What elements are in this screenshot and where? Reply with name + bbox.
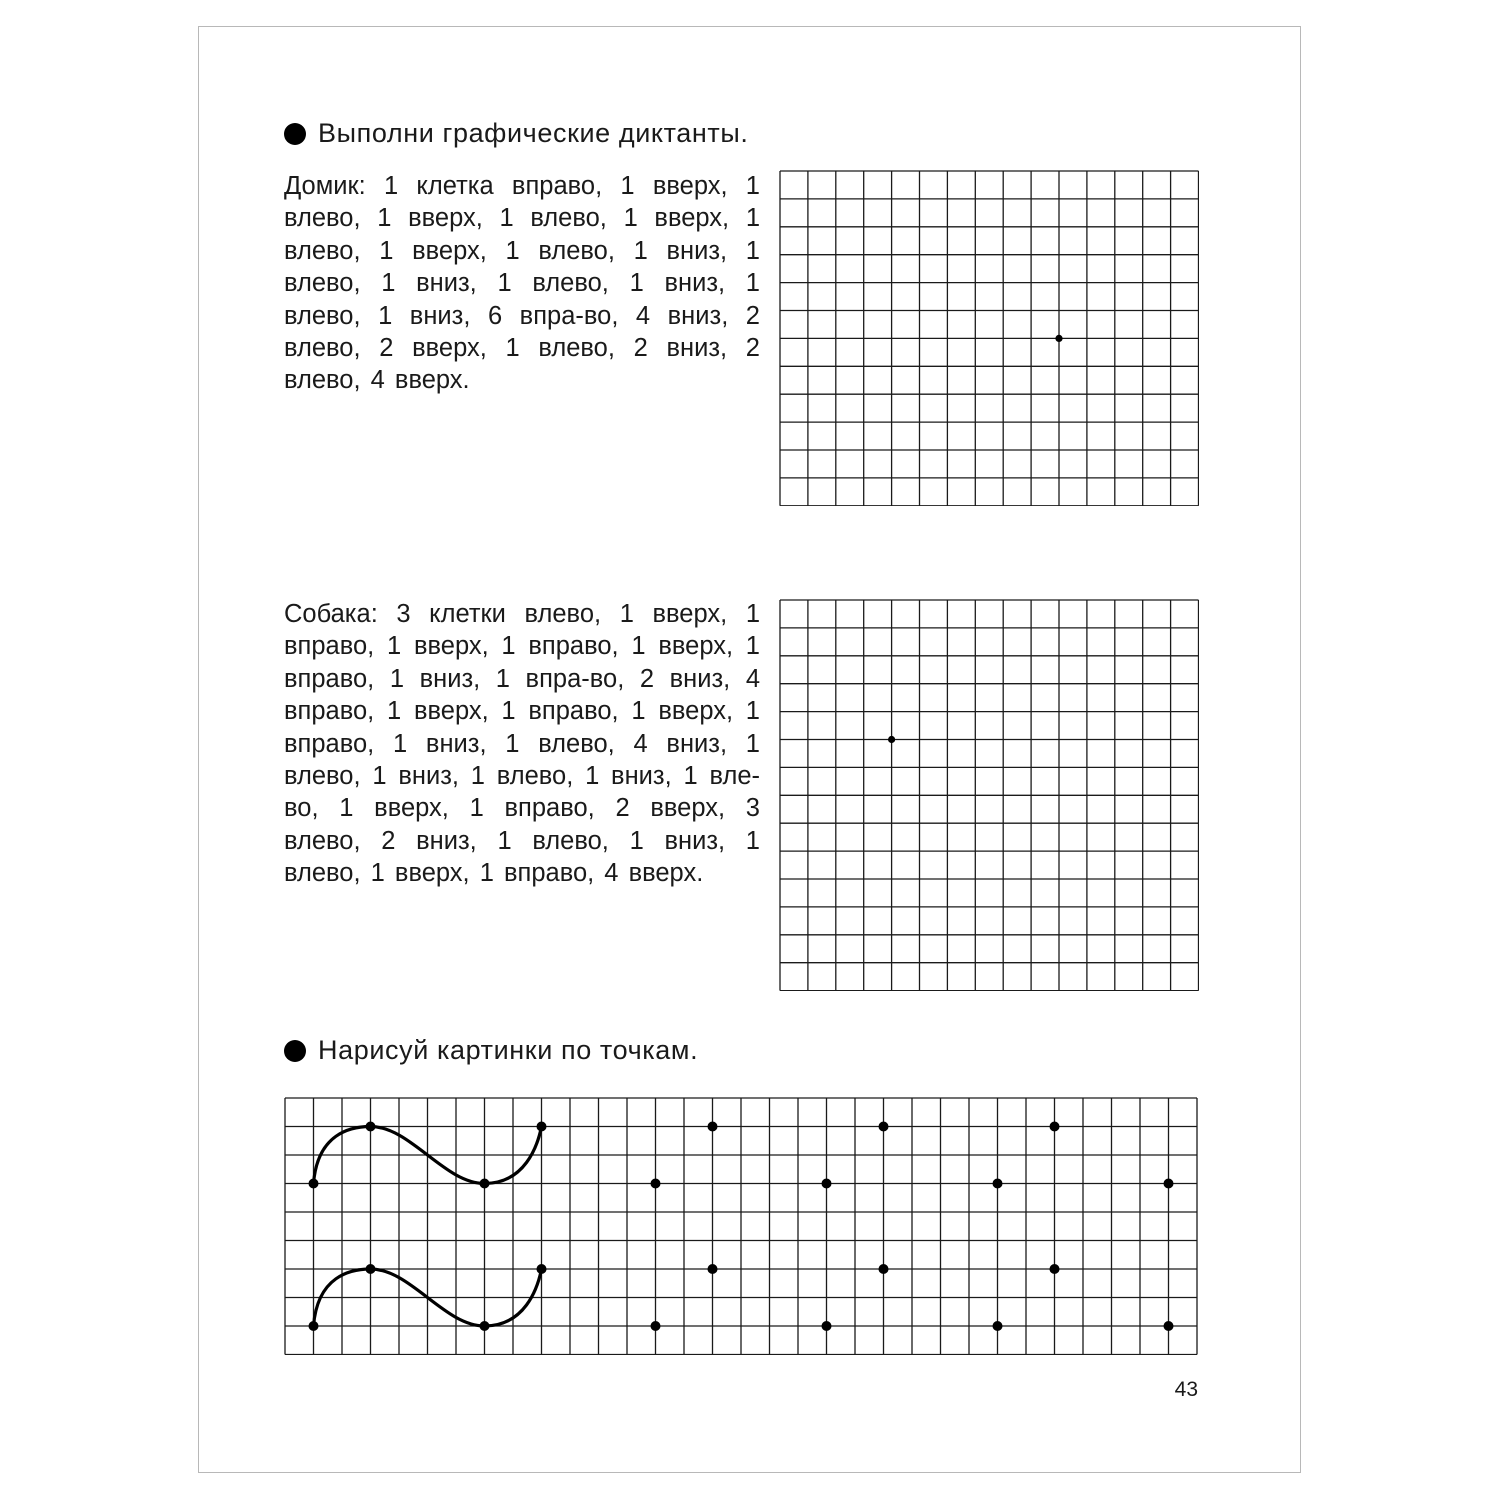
dot-grid-canvas[interactable]	[284, 1097, 1199, 1355]
connect-dot[interactable]	[822, 1179, 832, 1189]
dot-grid[interactable]	[284, 1097, 1199, 1360]
grid-dog-canvas[interactable]	[779, 599, 1199, 991]
bullet-icon	[284, 1040, 306, 1062]
connect-dot[interactable]	[1164, 1321, 1174, 1331]
connect-dot[interactable]	[1164, 1179, 1174, 1189]
connect-dot[interactable]	[651, 1321, 661, 1331]
connect-dot[interactable]	[1050, 1264, 1060, 1274]
grid-lines	[285, 1098, 1197, 1355]
dictation-house-text: Домик: 1 клетка вправо, 1 вверх, 1 влево, 1 вверх, 1 влево, 1 вверх, 1 влево, 1 вверх, 1 влево, 1 вниз, 1 влево, 1 вниз, 1 влево, 1 вниз, 1 влево, 1 вниз, 6 впра-во, 4 вниз, 2 влево, 2 вверх, 1 влево, 2 вниз, 2 влево, 4 вверх.	[284, 172, 760, 395]
start-point-dot[interactable]	[1055, 335, 1062, 342]
connect-dot[interactable]	[708, 1122, 718, 1132]
task-heading-dots	[284, 1035, 698, 1066]
connect-dot[interactable]	[879, 1264, 889, 1274]
dictation-dog-text: Собака: 3 клетки влево, 1 вверх, 1 вправо, 1 вверх, 1 вправо, 1 вверх, 1 вправо, 1 вниз, 1 впра-во, 2 вниз, 4 вправо, 1 вверх, 1 вправо, 1 вверх, 1 вправо, 1 вниз, 1 влево, 4 вниз, 1 влево, 1 вниз, 1 влево, 1 вниз, 1 вле-во, 1 вверх, 1 вправо, 2 вверх, 3 влево, 2 вниз, 1 влево, 1 вниз, 1 влево, 1 вверх, 1 вправо, 4 вверх.	[284, 600, 760, 888]
grid-lines	[780, 600, 1199, 991]
bullet-icon	[284, 123, 306, 145]
connect-dot[interactable]	[822, 1321, 832, 1331]
connect-dot[interactable]	[993, 1321, 1003, 1331]
connect-dot[interactable]	[309, 1179, 319, 1189]
connect-dot[interactable]	[309, 1321, 319, 1331]
page-number: 43	[1174, 1378, 1198, 1401]
grid-house[interactable]	[779, 170, 1199, 511]
connect-dot[interactable]	[537, 1264, 547, 1274]
connect-dot[interactable]	[366, 1122, 376, 1132]
grid-dog[interactable]	[779, 599, 1199, 996]
grid-house-canvas[interactable]	[779, 170, 1199, 506]
connect-dot[interactable]	[537, 1122, 547, 1132]
connect-dot[interactable]	[1050, 1122, 1060, 1132]
connect-dot[interactable]	[480, 1179, 490, 1189]
connect-dot[interactable]	[480, 1321, 490, 1331]
connect-dot[interactable]	[708, 1264, 718, 1274]
connect-dot[interactable]	[651, 1179, 661, 1189]
connect-dot[interactable]	[993, 1179, 1003, 1189]
task-heading-text: Нарисуй картинки по точкам.	[318, 1035, 699, 1065]
connect-dot[interactable]	[366, 1264, 376, 1274]
task-heading-text: Выполни графические диктанты.	[318, 118, 749, 148]
task-heading-dictation	[284, 118, 749, 149]
grid-lines	[780, 171, 1199, 506]
start-point-dot[interactable]	[888, 736, 895, 743]
connect-dot[interactable]	[879, 1122, 889, 1132]
